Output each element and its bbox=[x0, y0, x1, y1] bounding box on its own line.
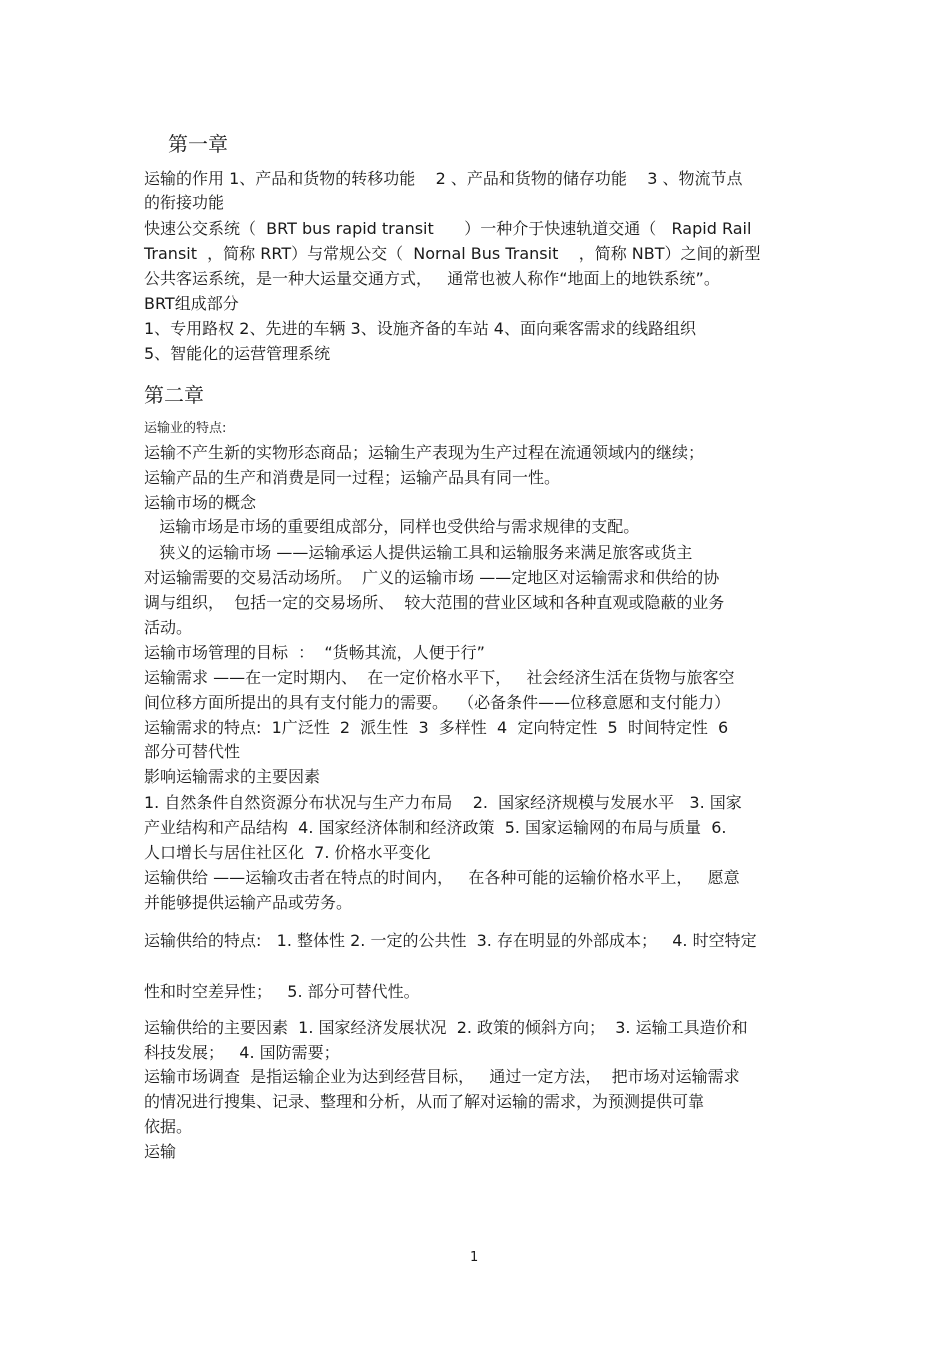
body-line: 运输市场的概念 bbox=[144, 493, 257, 512]
body-line: 运输产品的生产和消费是同一过程；运输产品具有同一性。 bbox=[144, 468, 561, 487]
body-line: 运输市场管理的目标 ： “货畅其流，人便于行” bbox=[144, 643, 485, 662]
body-line: 依据。 bbox=[144, 1117, 193, 1136]
body-line: 运输需求 ——在一定时期内、 在一定价格水平下， 社会经济生活在货物与旅客空 bbox=[144, 668, 735, 687]
chapter2-subtitle: 运输业的特点: bbox=[144, 421, 227, 436]
body-line: 活动。 bbox=[144, 618, 193, 637]
body-line: 运输市场调查 是指运输企业为达到经营目标， 通过一定方法， 把市场对运输需求 bbox=[144, 1067, 740, 1086]
body-line: 运输的作用 1、产品和货物的转移功能 2 、产品和货物的储存功能 3 、物流节点 bbox=[144, 169, 743, 188]
chapter2-title: 第二章 bbox=[144, 383, 204, 407]
supply-features-line1: 运输供给的特点: 1. 整体性 2. 一定的公共性 3. 存在明显的外部成本； 4. 时空特定 bbox=[144, 931, 757, 950]
body-line: 5、智能化的运营管理系统 bbox=[144, 344, 331, 363]
body-line: 快速公交系统（ BRT bus rapid transit ）一种介于快速轨道交通（ Rapid Rail bbox=[144, 219, 752, 238]
body-line: 部分可替代性 bbox=[144, 742, 241, 761]
body-line: 运输需求的特点: 1广泛性 2 派生性 3 多样性 4 定向特定性 5 时间特定性 6 bbox=[144, 718, 729, 737]
body-line: 公共客运系统，是一种大运量交通方式， 通常也被人称作“地面上的地铁系统”。 bbox=[144, 269, 720, 288]
body-line: 运输市场是市场的重要组成部分，同样也受供给与需求规律的支配。 bbox=[144, 517, 640, 536]
body-line: 影响运输需求的主要因素 bbox=[144, 767, 321, 786]
body-line: 并能够提供运输产品或劳务。 bbox=[144, 893, 353, 912]
body-line: 1、专用路权 2、先进的车辆 3、设施齐备的车站 4、面向乘客需求的线路组织 bbox=[144, 319, 696, 338]
body-line: 间位移方面所提出的具有支付能力的需要。 （必备条件——位移意愿和支付能力） bbox=[144, 693, 731, 712]
body-line: Transit ，简称 RRT）与常规公交（ Nornal Bus Transit ，简称 NBT）之间的新型 bbox=[144, 244, 761, 263]
body-line: 运输 bbox=[144, 1142, 177, 1161]
body-line: 运输供给的主要因素 1. 国家经济发展状况 2. 政策的倾斜方向； 3. 运输工具造价和 bbox=[144, 1018, 748, 1037]
body-line: 科技发展； 4. 国防需要； bbox=[144, 1043, 340, 1062]
body-line: BRT组成部分 bbox=[144, 294, 239, 313]
body-line: 狭义的运输市场 ——运输承运人提供运输工具和运输服务来满足旅客或货主 bbox=[144, 543, 693, 562]
body-line: 1. 自然条件自然资源分布状况与生产力布局 2. 国家经济规模与发展水平 3. 国家 bbox=[144, 793, 742, 812]
body-line: 产业结构和产品结构 4. 国家经济体制和经济政策 5. 国家运输网的布局与质量 6. bbox=[144, 818, 727, 837]
body-line: 的衔接功能 bbox=[144, 193, 225, 212]
supply-features-line2: 性和时空差异性； 5. 部分可替代性。 bbox=[144, 982, 420, 1001]
page-number: 1 bbox=[470, 1250, 479, 1265]
body-line: 调与组织， 包括一定的交易场所、 较大范围的营业区域和各种直观或隐蔽的业务 bbox=[144, 593, 725, 612]
body-line: 运输不产生新的实物形态商品；运输生产表现为生产过程在流通领域内的继续； bbox=[144, 443, 705, 462]
chapter1-title: 第一章 bbox=[168, 132, 228, 156]
body-line: 对运输需要的交易活动场所。 广义的运输市场 ——定地区对运输需求和供给的协 bbox=[144, 568, 720, 587]
body-line: 运输供给 ——运输攻击者在特点的时间内， 在各种可能的运输价格水平上， 愿意 bbox=[144, 868, 740, 887]
body-line: 人口增长与居住社区化 7. 价格水平变化 bbox=[144, 843, 431, 862]
body-line: 的情况进行搜集、记录、整理和分析，从而了解对运输的需求，为预测提供可靠 bbox=[144, 1092, 705, 1111]
